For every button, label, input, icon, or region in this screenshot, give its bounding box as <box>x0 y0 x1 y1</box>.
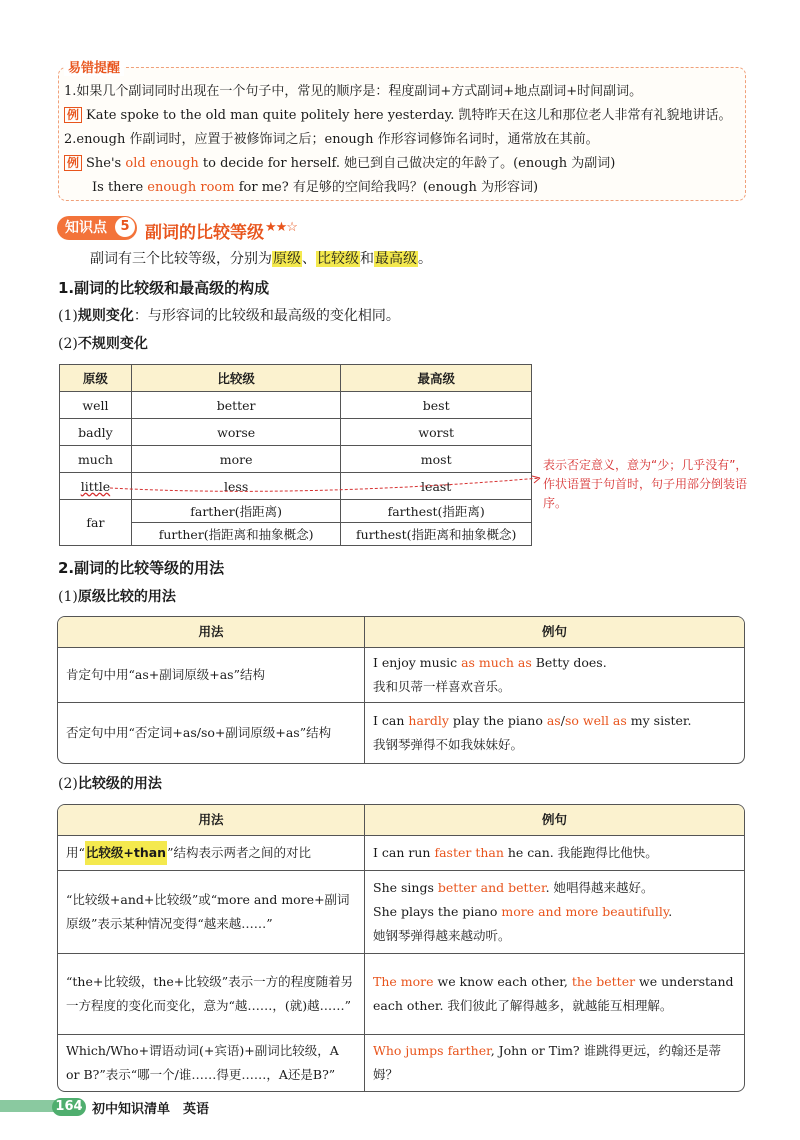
irregular-table <box>59 364 532 546</box>
table-row: further(指距离和抽象概念) furthest(指距离和抽象概念) <box>60 523 532 546</box>
note-arrow <box>100 470 550 500</box>
table-row: far farther(指距离) farthest(指距离) <box>60 500 532 523</box>
handwritten-note: 表示否定意义，意为“少；几乎没有”，作状语置于句首时，句子用部分倒装语序。 <box>543 458 748 510</box>
tip-line-1: 1.如果几个副词同时出现在一个句子中，常见的顺序是：程度副词+方式副词+地点副词+时间副词。 <box>64 84 643 99</box>
tip-line-4: 例 She's old enough to decide for herself. 她已到自己做决定的年龄了。(enough 为副词) <box>64 152 615 171</box>
footer-bar <box>0 1100 58 1112</box>
table-row: 用“ 比较级+than ”结构表示两者之间的对比 I can run faster than he can. 我能跑得比他快。 <box>58 835 744 870</box>
positive-degree-table <box>57 616 745 764</box>
heading-formation: 1.副词的比较级和最高级的构成 <box>58 279 270 297</box>
heading-usage: 2.副词的比较等级的用法 <box>58 559 225 577</box>
heading-regular: (1)规则变化：与形容词的比较级和最高级的变化相同。 <box>58 308 400 324</box>
intro-paragraph: 副词有三个比较等级，分别为原级、比较级和最高级。 <box>90 251 432 267</box>
page-number: 164 <box>52 1098 86 1116</box>
table-row: much more most <box>60 446 532 473</box>
heading-irregular: (2)不规则变化 <box>58 336 148 352</box>
knowledge-point-number: 5 <box>115 217 135 237</box>
comparative-table <box>57 804 745 1092</box>
table-row: badly worse worst <box>60 419 532 446</box>
table-row: little less least <box>60 473 532 500</box>
little-cell: little <box>60 473 132 500</box>
knowledge-point-badge: 知识点 5 <box>57 216 137 240</box>
table-row: 否定句中用“否定词+as/so+副词原级+as”结构 I can hardly play the piano as/so well as my sister. 我钢琴弹得不如我妹妹好。 <box>58 702 744 763</box>
difficulty-stars: ★★☆ <box>265 220 297 235</box>
header-cell: 原级 <box>60 365 132 392</box>
header-cell: 最高级 <box>341 365 532 392</box>
table-row: well better best <box>60 392 532 419</box>
tip-line-5: Is there enough room for me? 有足够的空间给我吗？(enough 为形容词) <box>92 180 539 195</box>
table-row: “the+比较级，the+比较级”表示一方的程度随着另一方程度的变化而变化，意为“越……，(就)越……” The more we know each other, the better we understand each other. 我们彼此了解得越多，就越能互相理解。 <box>58 953 744 1034</box>
tip-title: 易错提醒 <box>64 57 124 76</box>
heading-comparative: (2)比较级的用法 <box>58 776 162 792</box>
table-header-row: 用法 例句 <box>58 805 744 835</box>
example-tag: 例 <box>64 155 82 171</box>
table-row: “比较级+and+比较级”或“more and more+副词原级”表示某种情况变得“越来越……” She sings better and better. 她唱得越来越好。 She plays the piano more and more beautifully. 她钢琴弹得越来越动听。 <box>58 870 744 953</box>
section-title: 副词的比较等级 <box>145 223 264 243</box>
example-tag: 例 <box>64 107 82 123</box>
tip-line-2: 例 Kate spoke to the old man quite politely here yesterday. 凯特昨天在这儿和那位老人非常有礼貌地讲话。 <box>64 104 732 123</box>
tip-line-3: 2.enough 作副词时，应置于被修饰词之后；enough 作形容词修饰名词时，通常放在其前。 <box>64 132 599 147</box>
table-row: Which/Who+谓语动词(+宾语)+副词比较级，A or B?”表示“哪一个/谁……得更……，A还是B?” Who jumps farther, John or Tim? 谁跳得更远，约翰还是蒂姆？ <box>58 1034 744 1091</box>
heading-positive-degree: (1)原级比较的用法 <box>58 589 176 605</box>
table-row: 肯定句中用“as+副词原级+as”结构 I enjoy music as much as Betty does. 我和贝蒂一样喜欢音乐。 <box>58 647 744 702</box>
footer-title: 初中知识清单 英语 <box>92 1102 210 1117</box>
table-header-row: 用法 例句 <box>58 617 744 647</box>
header-cell: 比较级 <box>131 365 341 392</box>
